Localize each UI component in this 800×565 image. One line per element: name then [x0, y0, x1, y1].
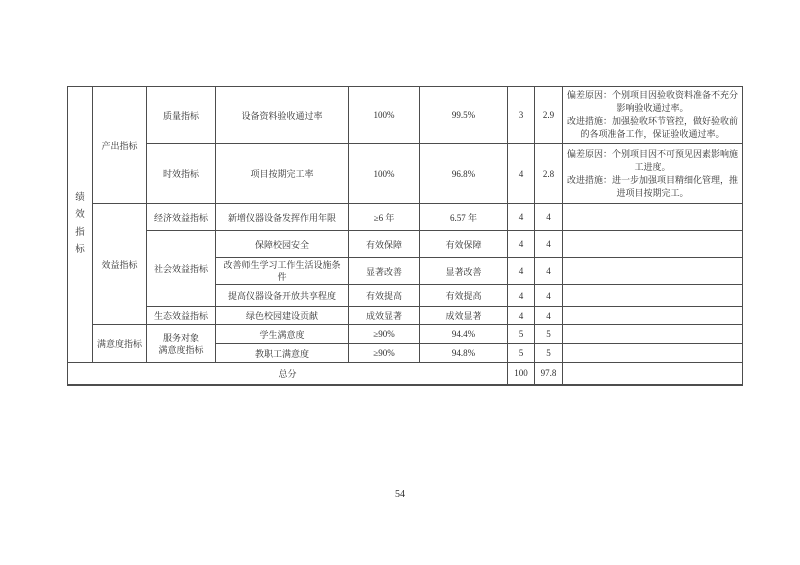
row-group-label-text: 绩效指标 [75, 192, 85, 255]
target-value: 100% [349, 87, 420, 144]
max-score: 4 [508, 307, 535, 325]
actual-value: 有效提高 [420, 285, 508, 307]
actual-value: 94.4% [420, 325, 508, 344]
table-row [68, 204, 743, 231]
total-label: 总分 [68, 363, 508, 385]
indicator-name: 绿色校园建设贡献 [216, 307, 349, 325]
deviation-remark [563, 325, 743, 344]
actual-value: 有效保障 [420, 231, 508, 258]
score: 5 [535, 344, 563, 363]
category-benefit-indicators: 效益指标 [93, 204, 147, 325]
total-score: 97.8 [535, 363, 563, 385]
indicator-name: 改善师生学习工作生活设施条 件 [216, 258, 349, 285]
max-score: 3 [508, 87, 535, 144]
table-row [68, 87, 743, 144]
subcategory-social-benefit: 社会效益指标 [147, 231, 216, 307]
indicator-name: 教职工满意度 [216, 344, 349, 363]
indicator-name: 新增仪器设备发挥作用年限 [216, 204, 349, 231]
max-score: 4 [508, 204, 535, 231]
table-row [68, 325, 743, 344]
score: 4 [535, 285, 563, 307]
score: 4 [535, 231, 563, 258]
total-remark [563, 363, 743, 385]
deviation-remark [563, 204, 743, 231]
category-output-indicators: 产出指标 [93, 87, 147, 204]
target-value: 有效保障 [349, 231, 420, 258]
target-value: ≥90% [349, 344, 420, 363]
actual-value: 96.8% [420, 144, 508, 204]
actual-value: 94.8% [420, 344, 508, 363]
subcategory-economic-benefit: 经济效益指标 [147, 204, 216, 231]
category-satisfaction-indicators: 满意度指标 [93, 325, 147, 363]
score: 2.9 [535, 87, 563, 144]
indicator-name: 设备资料验收通过率 [216, 87, 349, 144]
target-value: 显著改善 [349, 258, 420, 285]
target-value: ≥6 年 [349, 204, 420, 231]
total-max-score: 100 [508, 363, 535, 385]
max-score: 5 [508, 325, 535, 344]
subcategory-service-target-satisfaction: 服务对象 满意度指标 [147, 325, 216, 363]
target-value: 100% [349, 144, 420, 204]
deviation-remark: 偏差原因：个别项目因验收资料准备不充分 影响验收通过率。 改进措施：加强验收环节管控，做好验收前 的各项准备工作，保证验收通过率。 [563, 87, 743, 144]
indicator-name: 学生满意度 [216, 325, 349, 344]
score: 4 [535, 307, 563, 325]
score: 5 [535, 325, 563, 344]
deviation-remark [563, 307, 743, 325]
table-row [68, 144, 743, 204]
table-row [68, 307, 743, 325]
deviation-remark [563, 344, 743, 363]
max-score: 4 [508, 144, 535, 204]
target-value: ≥90% [349, 325, 420, 344]
row-group-label-performance [68, 87, 93, 363]
max-score: 4 [508, 231, 535, 258]
table-row [68, 231, 743, 258]
score: 4 [535, 204, 563, 231]
max-score: 5 [508, 344, 535, 363]
actual-value: 显著改善 [420, 258, 508, 285]
actual-value: 成效显著 [420, 307, 508, 325]
max-score: 4 [508, 285, 535, 307]
deviation-remark: 偏差原因：个别项目因不可预见因素影响施 工进度。 改进措施：进一步加强项目精细化管理，推 进项目按期完工。 [563, 144, 743, 204]
target-value: 有效提高 [349, 285, 420, 307]
indicator-name: 项目按期完工率 [216, 144, 349, 204]
target-value: 成效显著 [349, 307, 420, 325]
indicator-name: 提高仪器设备开放共享程度 [216, 285, 349, 307]
subcategory-quality: 质量指标 [147, 87, 216, 144]
total-row [68, 363, 743, 385]
performance-indicator-table [67, 86, 743, 386]
deviation-remark [563, 258, 743, 285]
actual-value: 99.5% [420, 87, 508, 144]
page-number: 54 [395, 489, 405, 500]
indicator-name: 保障校园安全 [216, 231, 349, 258]
deviation-remark [563, 231, 743, 258]
score: 4 [535, 258, 563, 285]
score: 2.8 [535, 144, 563, 204]
subcategory-ecological-benefit: 生态效益指标 [147, 307, 216, 325]
max-score: 4 [508, 258, 535, 285]
deviation-remark [563, 285, 743, 307]
subcategory-timeliness: 时效指标 [147, 144, 216, 204]
actual-value: 6.57 年 [420, 204, 508, 231]
